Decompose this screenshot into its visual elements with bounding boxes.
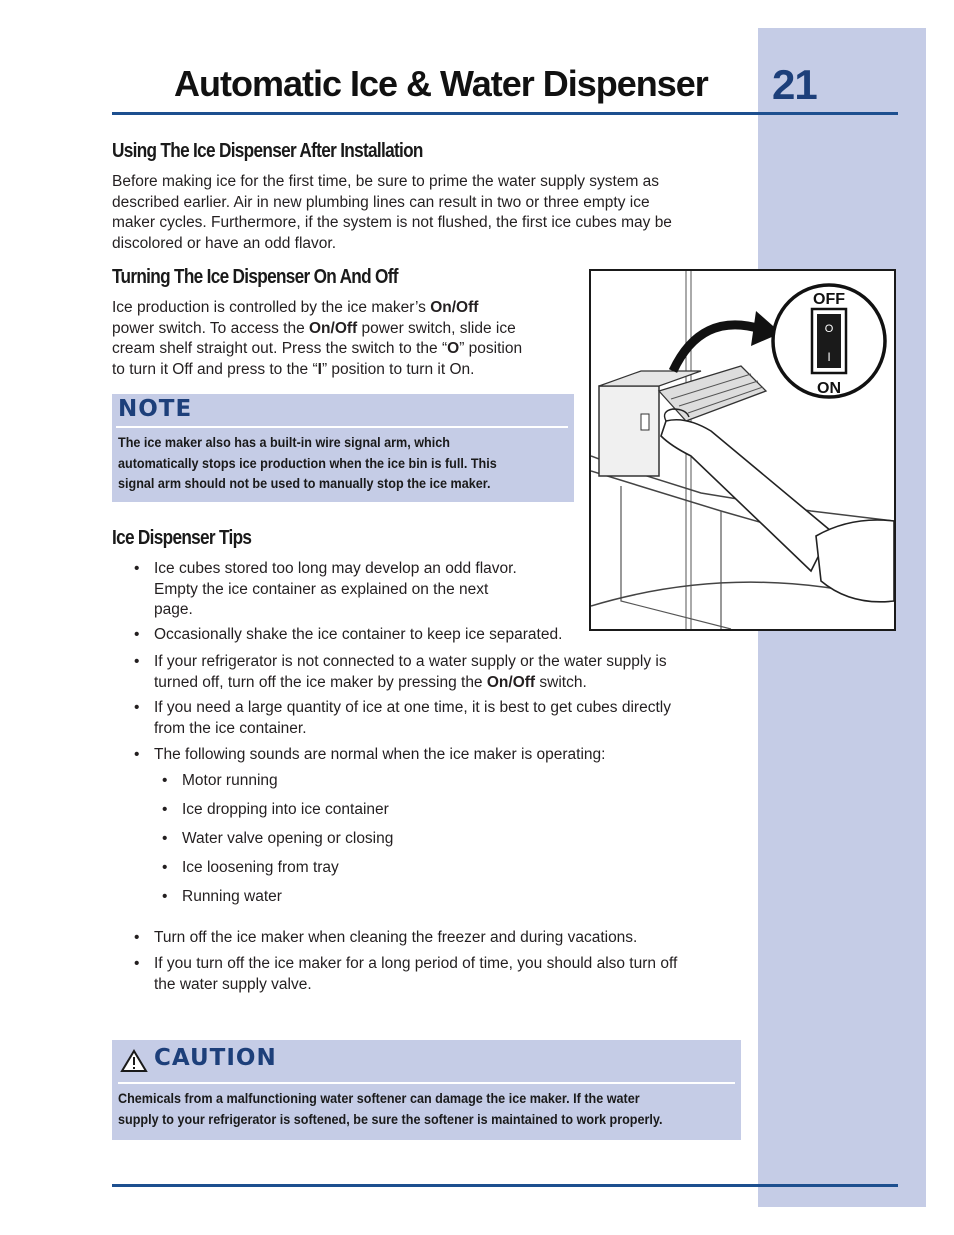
list-item-text: Ice dropping into ice container bbox=[182, 801, 389, 818]
bullet-icon: • bbox=[162, 801, 168, 818]
section-heading-on-off: Turning The Ice Dispenser On And Off bbox=[112, 266, 398, 288]
caution-divider bbox=[118, 1082, 735, 1084]
ice-maker-housing bbox=[599, 386, 659, 476]
caution-text bbox=[118, 1088, 730, 1129]
bullet-icon: • bbox=[162, 888, 168, 905]
caution-label: CAUTION bbox=[154, 1045, 277, 1071]
list-item-text bbox=[154, 954, 734, 995]
switch-i-mark: I bbox=[827, 350, 831, 364]
bullet-icon: • bbox=[134, 560, 140, 577]
footer-rule bbox=[112, 1184, 898, 1187]
text-line: The ice maker also has a built-in wire signal arm, which bbox=[118, 434, 450, 450]
text-line: If your refrigerator is not connected to a water supply or the water supply is bbox=[154, 653, 667, 670]
text-line: discolored or have an odd flavor. bbox=[112, 234, 337, 252]
text-line: Ice cubes stored too long may develop an odd flavor. bbox=[154, 560, 517, 577]
text-line: from the ice container. bbox=[154, 719, 307, 737]
header-rule bbox=[112, 112, 898, 115]
note-divider bbox=[116, 426, 568, 428]
text-line: Chemicals from a malfunctioning water softener can damage the ice maker. If the water bbox=[118, 1090, 640, 1106]
list-item-text: Motor running bbox=[182, 772, 278, 789]
bullet-icon: • bbox=[162, 772, 168, 789]
list-item-text: Occasionally shake the ice container to keep ice separated. bbox=[154, 626, 563, 643]
bullet-icon: • bbox=[134, 653, 140, 670]
bullet-icon: • bbox=[134, 929, 140, 946]
text-line: signal arm should not be used to manually stop the ice maker. bbox=[118, 475, 491, 491]
note-label: NOTE bbox=[118, 396, 193, 422]
section-paragraph-on-off bbox=[112, 298, 582, 380]
list-item-text bbox=[154, 559, 734, 621]
text-line: If you need a large quantity of ice at one time, it is best to get cubes directly bbox=[154, 699, 671, 716]
text-line: If you turn off the ice maker for a long period of time, you should also turn off bbox=[154, 955, 678, 972]
list-item-text: Water valve opening or closing bbox=[182, 830, 394, 847]
bullet-icon: • bbox=[134, 626, 140, 643]
list-item-text bbox=[154, 652, 734, 693]
text-line: automatically stops ice production when the ice bin is full. This bbox=[118, 454, 497, 471]
list-item-text: Turn off the ice maker when cleaning the freezer and during vacations. bbox=[154, 929, 638, 946]
note-box bbox=[112, 394, 574, 502]
bullet-icon: • bbox=[134, 955, 140, 972]
list-item-text: The following sounds are normal when the ice maker is operating: bbox=[154, 746, 606, 763]
text-line: maker cycles. Furthermore, if the system is not flushed, the first ice cubes may be bbox=[112, 214, 672, 231]
sleeve bbox=[816, 520, 894, 602]
text-line: to turn it Off and press to the “I” position to turn it On. bbox=[112, 360, 475, 378]
section-heading-tips: Ice Dispenser Tips bbox=[112, 527, 252, 549]
caution-box bbox=[112, 1040, 741, 1140]
note-text bbox=[118, 432, 525, 494]
text-line: turned off, turn off the ice maker by pressing the On/Off switch. bbox=[154, 673, 587, 691]
page-title: Automatic Ice & Water Dispenser bbox=[174, 63, 708, 104]
list-item-text bbox=[154, 698, 734, 739]
page-number: 21 bbox=[772, 61, 817, 108]
text-line: described earlier. Air in new plumbing lines can result in two or three empty ice bbox=[112, 193, 650, 211]
list-item-text: Running water bbox=[182, 888, 282, 905]
text-line: supply to your refrigerator is softened, be sure the softener is maintained to work properly. bbox=[118, 1110, 663, 1127]
bullet-icon: • bbox=[134, 746, 140, 763]
bullet-icon: • bbox=[162, 859, 168, 876]
off-label: OFF bbox=[813, 291, 845, 308]
warning-triangle-icon bbox=[120, 1049, 148, 1073]
text-line: Empty the ice container as explained on the next bbox=[154, 580, 489, 598]
list-item-text: Ice loosening from tray bbox=[182, 859, 339, 876]
switch-o-mark: O bbox=[824, 323, 834, 335]
switch-small bbox=[641, 414, 649, 430]
text-line: Before making ice for the first time, be sure to prime the water supply system as bbox=[112, 173, 660, 190]
bullet-icon: • bbox=[134, 699, 140, 716]
bullet-icon: • bbox=[162, 830, 168, 847]
section-paragraph-after-installation bbox=[112, 172, 752, 254]
on-label: ON bbox=[817, 380, 841, 397]
text-line: cream shelf straight out. Press the switch to the “O” position bbox=[112, 340, 523, 357]
text-line: the water supply valve. bbox=[154, 975, 312, 993]
text-line: Ice production is controlled by the ice maker’s On/Off bbox=[112, 299, 479, 316]
text-line: power switch. To access the On/Off power switch, slide ice bbox=[112, 319, 516, 337]
section-heading-after-installation: Using The Ice Dispenser After Installation bbox=[112, 140, 423, 162]
text-line: page. bbox=[154, 601, 193, 618]
